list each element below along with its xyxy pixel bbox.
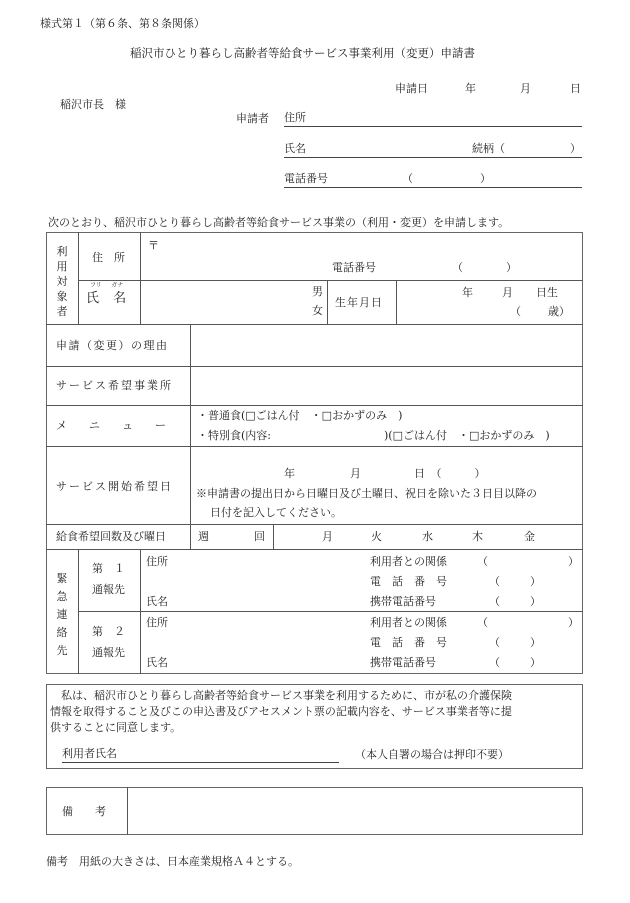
contact1-mobile-open: （ <box>489 595 500 608</box>
contact2-phone-close: ） <box>530 636 541 649</box>
user-name-label: フリ 氏 ガナ 名 <box>86 282 127 306</box>
menu-special-option[interactable]: ・特別食(内容: <box>197 429 271 442</box>
contact1-relation-field[interactable] <box>488 552 568 568</box>
user-phone-label: 電話番号 <box>332 261 376 274</box>
menu-regular-option[interactable]: ・普通食(□ごはん付 ・□おかずのみ ) <box>197 409 403 422</box>
contact2-mobile-close: ） <box>530 656 541 669</box>
applicant-phone-label: 電話番号 <box>284 172 328 185</box>
contact1-address-field[interactable] <box>170 552 360 572</box>
service-start-date-field[interactable] <box>192 448 581 522</box>
page-title: 稲沢市ひとり暮らし高齢者等給食サービス事業利用（変更）申請書 <box>130 46 475 60</box>
contact2-relation-close: ） <box>568 616 579 629</box>
service-office-field[interactable] <box>192 368 581 404</box>
weekday-thu-option[interactable]: 木 <box>472 530 483 543</box>
birth-year: 年 <box>462 286 473 299</box>
footer-note: 備考 用紙の大きさは、日本産業規格Ａ４とする。 <box>46 855 299 868</box>
intro-text: 次のとおり、稲沢市ひとり暮らし高齢者等給食サービス事業の（利用・変更）を申請します。 <box>48 216 510 229</box>
remarks-field[interactable] <box>130 790 580 832</box>
birthdate-field[interactable] <box>398 282 582 322</box>
applicant-phone-field[interactable] <box>284 173 582 188</box>
user-signature-label: 利用者氏名 <box>62 747 117 760</box>
contact2-label-top: 第 ２ <box>92 625 125 638</box>
application-date-year-field[interactable]: 年 <box>465 82 476 95</box>
remarks-label: 備 考 <box>62 805 106 818</box>
phone-close-paren: ） <box>480 172 491 185</box>
contact1-mobile-close: ） <box>530 595 541 608</box>
relation-close-paren: ） <box>570 142 581 155</box>
meals-per-week-field[interactable] <box>216 528 252 546</box>
start-day: 日 （ ） <box>414 467 486 480</box>
user-phone-close-paren: ） <box>506 261 517 274</box>
contact1-name-label: 氏名 <box>146 595 168 608</box>
birth-day: 日生 <box>536 286 558 299</box>
applicant-address-field[interactable] <box>284 112 582 127</box>
addressee: 稲沢市長 様 <box>60 98 126 111</box>
signature-note: （本人自署の場合は押印不要） <box>355 748 509 761</box>
contact2-address-field[interactable] <box>170 613 360 633</box>
contact1-label-top: 第 １ <box>92 562 125 575</box>
weekday-tue-option[interactable]: 火 <box>371 530 382 543</box>
service-office-label: サービス希望事業所 <box>56 379 173 392</box>
application-date-day-field[interactable]: 日 <box>570 82 581 95</box>
age-close: 歳） <box>548 305 570 318</box>
contact2-name-label: 氏名 <box>146 656 168 669</box>
application-date-label: 申請日 <box>395 82 428 95</box>
contact1-name-field[interactable] <box>170 592 360 610</box>
contact1-phone-open: （ <box>489 575 500 588</box>
contact2-phone-open: （ <box>489 636 500 649</box>
times-label: 回 <box>254 530 265 543</box>
contact2-mobile-open: （ <box>489 656 500 669</box>
applicant-relation-label: 続柄（ <box>472 142 505 155</box>
contact2-phone-label: 電 話 番 号 <box>370 636 447 649</box>
birthdate-label: 生年月日 <box>335 296 383 309</box>
contact1-relation-close: ） <box>568 555 579 568</box>
contact1-phone-label: 電 話 番 号 <box>370 575 447 588</box>
contact2-relation-field[interactable] <box>488 613 568 629</box>
menu-label: メ ニ ュ ー <box>56 419 166 432</box>
form-number: 様式第１（第６条、第８条関係） <box>40 17 205 30</box>
menu-special-rice-option[interactable]: )(□ごはん付 ・□おかずのみ ) <box>384 429 550 442</box>
consent-text-line3: 供することに同意します。 <box>50 721 182 734</box>
user-address-field[interactable] <box>146 240 582 280</box>
reason-field[interactable] <box>192 326 581 364</box>
postal-mark-icon: 〒 <box>148 239 159 252</box>
contact1-relation-label: 利用者との関係 <box>370 555 447 568</box>
contact2-label-bottom: 通報先 <box>92 646 125 659</box>
applicant-address-label: 住所 <box>284 111 306 124</box>
contact2-relation-open: （ <box>477 616 488 629</box>
phone-open-paren: （ <box>402 172 413 185</box>
contact1-relation-open: （ <box>477 555 488 568</box>
user-section-label: 利 用 対 象 者 <box>56 245 68 318</box>
contact2-mobile-label: 携帯電話番号 <box>370 656 436 669</box>
start-note-line2: 日付を記入してください。 <box>210 506 342 519</box>
applicant-label: 申請者 <box>236 112 269 125</box>
applicant-name-label: 氏名 <box>284 142 306 155</box>
week-label: 週 <box>198 530 209 543</box>
birth-month: 月 <box>502 286 513 299</box>
contact2-address-label: 住所 <box>146 616 168 629</box>
weekday-wed-option[interactable]: 水 <box>422 530 433 543</box>
consent-text-line2: 情報を取得すること及びこの申込書及びアセスメント票の記載内容を、サービス事業者等に提 <box>50 705 512 718</box>
contact1-mobile-label: 携帯電話番号 <box>370 595 436 608</box>
user-signature-field[interactable] <box>62 748 339 763</box>
start-month: 月 <box>350 467 361 480</box>
start-note-line1: ※申請書の提出日から日曜日及び土曜日、祝日を除いた３日目以降の <box>196 487 537 500</box>
user-address-label: 住 所 <box>92 251 125 264</box>
user-name-field[interactable] <box>142 282 312 322</box>
contact1-address-label: 住所 <box>146 555 168 568</box>
contact1-mobile-field[interactable] <box>500 593 530 609</box>
contact2-name-field[interactable] <box>170 653 360 671</box>
meals-label: 給食希望回数及び曜日 <box>56 530 166 543</box>
contact2-mobile-field[interactable] <box>500 654 530 670</box>
contact2-relation-label: 利用者との関係 <box>370 616 447 629</box>
emergency-contact-label: 緊 急 連 絡 先 <box>56 572 68 657</box>
contact1-phone-field[interactable] <box>500 573 530 589</box>
consent-text-line1: 私は、稲沢市ひとり暮らし高齢者等給食サービス事業を利用するために、市が私の介護保険 <box>50 689 512 702</box>
user-phone-open-paren: （ <box>452 261 463 274</box>
contact2-phone-field[interactable] <box>500 634 530 650</box>
reason-label: 申請（変更）の理由 <box>56 339 169 352</box>
applicant-name-field[interactable] <box>284 143 582 158</box>
application-date-month-field[interactable]: 月 <box>520 82 531 95</box>
gender-male-option[interactable]: 男 <box>312 285 323 298</box>
weekday-mon-option[interactable]: 月 <box>322 530 333 543</box>
weekday-fri-option[interactable]: 金 <box>524 530 535 543</box>
service-start-label: サービス開始希望日 <box>56 480 173 493</box>
start-year: 年 <box>284 467 295 480</box>
gender-female-option[interactable]: 女 <box>312 304 323 317</box>
contact1-label-bottom: 通報先 <box>92 583 125 596</box>
contact1-phone-close: ） <box>530 575 541 588</box>
age-open-paren: （ <box>510 305 521 318</box>
